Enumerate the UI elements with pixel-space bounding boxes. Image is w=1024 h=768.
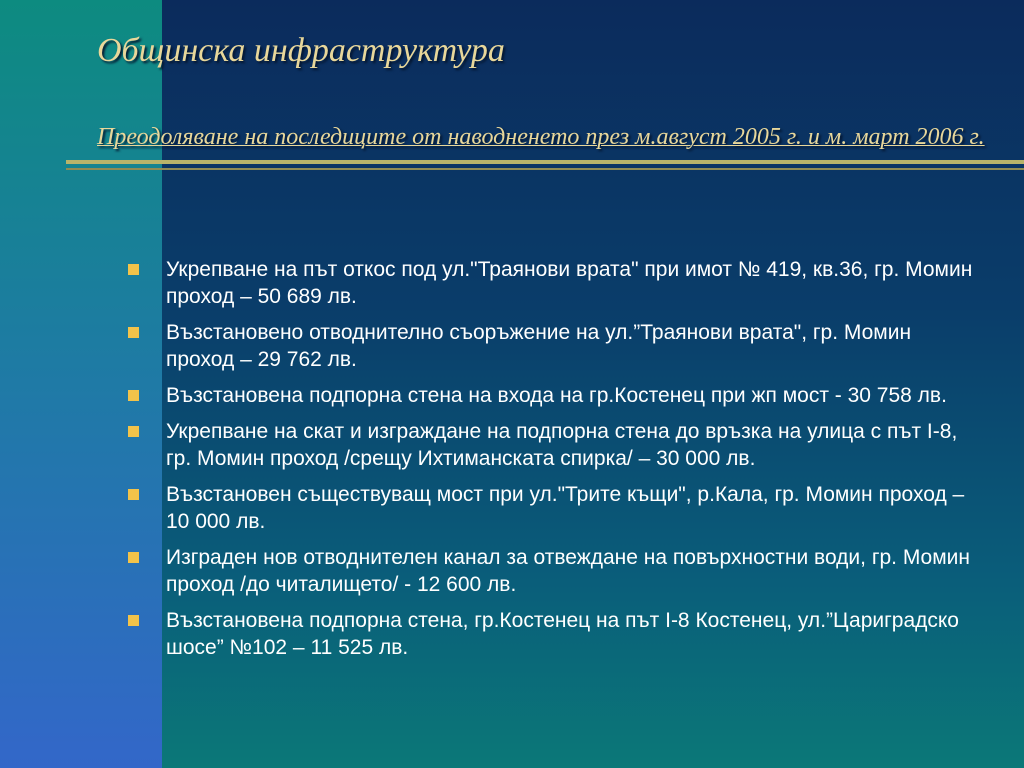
square-bullet-icon bbox=[128, 390, 139, 401]
square-bullet-icon bbox=[128, 615, 139, 626]
bullet-text: Укрепване на път откос под ул."Траянови врата" при имот № 419, кв.36, гр. Момин проход – 50 689 лв. bbox=[166, 258, 973, 308]
bullet-item bbox=[128, 544, 978, 598]
bullet-text: Възстановено отводнително съоръжение на ул.”Траянови врата", гр. Момин проход – 29 762 лв. bbox=[166, 321, 912, 371]
bullet-text: Възстановена подпорна стена на входа на гр.Костенец при жп мост - 30 758 лв. bbox=[166, 384, 947, 407]
square-bullet-icon bbox=[128, 426, 139, 437]
bullet-text: Възстановена подпорна стена, гр.Костенец на път І-8 Костенец, ул.”Цариградско шосе” №102 – 11 525 лв. bbox=[166, 609, 959, 659]
title-divider-secondary bbox=[66, 168, 1024, 170]
bullet-item bbox=[128, 382, 978, 409]
square-bullet-icon bbox=[128, 489, 139, 500]
square-bullet-icon bbox=[128, 552, 139, 563]
bullet-item bbox=[128, 418, 978, 472]
bullet-text: Укрепване на скат и изграждане на подпорна стена до връзка на улица с път І-8, гр. Момин проход /срещу Ихтиманската спирка/ – 30 000 лв. bbox=[166, 420, 958, 470]
bullet-text: Възстановен съществуващ мост при ул."Трите къщи", р.Кала, гр. Момин проход – 10 000 лв. bbox=[166, 483, 965, 533]
slide-subtitle: Преодоляване на последиците от наводненето през м.август 2005 г. и м. март 2006 г. bbox=[97, 124, 985, 150]
square-bullet-icon bbox=[128, 264, 139, 275]
bullet-item bbox=[128, 319, 978, 373]
bullet-item bbox=[128, 256, 978, 310]
slide-title: Общинска инфраструктура bbox=[97, 32, 505, 69]
bullet-text: Изграден нов отводнителен канал за отвеждане на повърхностни води, гр. Момин проход /до читалището/ - 12 600 лв. bbox=[166, 546, 970, 596]
bullet-item bbox=[128, 481, 978, 535]
square-bullet-icon bbox=[128, 327, 139, 338]
bullet-list bbox=[128, 256, 978, 670]
title-divider bbox=[66, 160, 1024, 164]
bullet-item bbox=[128, 607, 978, 661]
